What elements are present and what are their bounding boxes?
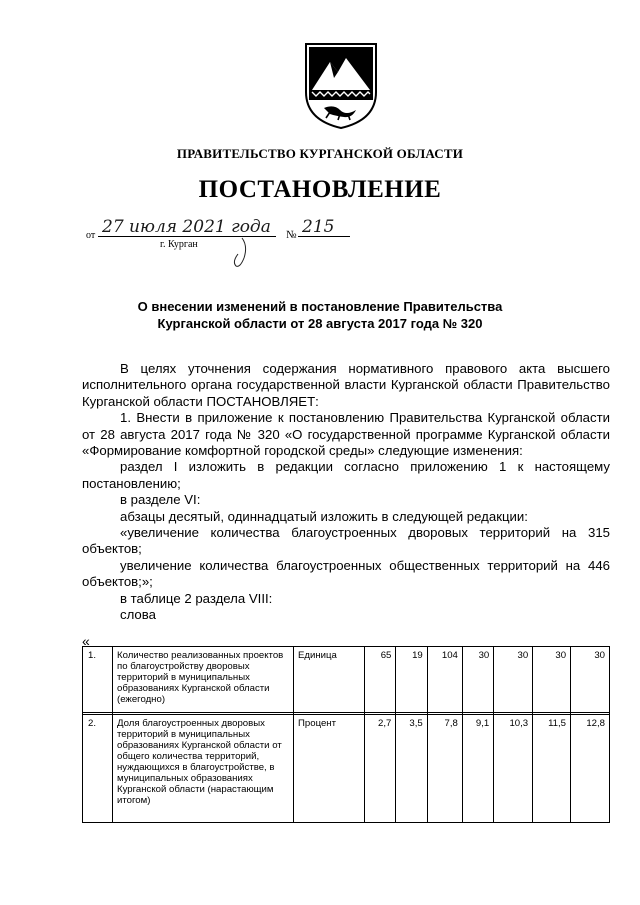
row-unit: Единица: [294, 647, 365, 715]
number-label: №: [286, 229, 297, 241]
government-name: ПРАВИТЕЛЬСТВО КУРГАНСКОЙ ОБЛАСТИ: [176, 146, 464, 161]
row-unit: Процент: [294, 715, 365, 823]
row-description: Количество реализованных проектов по благоустройству дворовых территорий в муниципальных образованиях Курганской области (ежегодно): [113, 647, 294, 715]
indicators-table: [82, 646, 610, 823]
paragraph-table-2: в таблице 2 раздела VIII:: [120, 590, 273, 606]
row-value: 7,8: [427, 715, 462, 823]
paragraph-item-1: 1. Внести в приложение к постановлению Правительства Курганской области от 28 августа 2017 года № 320 «О государственной программе Курганской области «Формирование комфортной городской среды» следующие изменения:: [82, 410, 610, 459]
row-value: 30: [494, 647, 533, 715]
document-body: [82, 361, 610, 624]
row-value: 3,5: [396, 715, 427, 823]
handwritten-number: 215: [302, 217, 335, 237]
row-value: 30: [533, 647, 571, 715]
paragraph-quote-public: увеличение количества благоустроенных общественных территорий на 446 объектов;»;: [82, 557, 610, 590]
paragraph-preamble: В целях уточнения содержания нормативного правового акта высшего исполнительного органа государственной власти Курганской области Правительство Курганской области ПОСТАНОВЛЯЕТ:: [82, 361, 610, 409]
title-line-1: О внесении изменений в постановление Правительства: [137, 299, 503, 314]
paragraph-section-1: раздел I изложить в редакции согласно приложению 1 к настоящему постановлению;: [82, 459, 610, 491]
row-value: 10,3: [494, 715, 533, 823]
paragraph-quote-yards: «увеличение количества благоустроенных дворовых территорий на 315 объектов;: [82, 525, 610, 557]
row-value: 12,8: [571, 715, 610, 823]
row-value: 30: [571, 647, 610, 715]
row-value: 30: [462, 647, 493, 715]
handwritten-date: 27 июля 2021 года: [102, 217, 271, 237]
handwritten-signature-stroke: [228, 236, 256, 270]
paragraph-abzacy: абзацы десятый, одиннадцатый изложить в следующей редакции:: [120, 508, 528, 524]
row-description: Доля благоустроенных дворовых территорий в муниципальных образованиях Курганской области от общего количества территорий, нуждающихся в благоустройстве, в муниципальных образованиях Курганской области (нарастающим итогом): [113, 715, 294, 823]
document-title: [0, 298, 640, 332]
coat-of-arms-emblem: [300, 40, 382, 130]
document-type: ПОСТАНОВЛЕНИЕ: [198, 176, 442, 203]
table-row: [83, 647, 610, 715]
open-quote-mark: «: [82, 633, 90, 649]
city-label: г. Курган: [160, 239, 198, 250]
table-row: [83, 715, 610, 823]
paragraph-words: слова: [120, 607, 156, 623]
table-row-divider: [82, 712, 610, 713]
number-underline: [298, 236, 350, 237]
row-value: 11,5: [533, 715, 571, 823]
date-prefix: от: [86, 230, 96, 241]
row-value: 9,1: [462, 715, 493, 823]
row-number: 2.: [83, 715, 113, 823]
row-value: 2,7: [365, 715, 396, 823]
row-value: 104: [427, 647, 462, 715]
row-number: 1.: [83, 647, 113, 715]
row-value: 65: [365, 647, 396, 715]
paragraph-section-6: в разделе VI:: [120, 492, 201, 508]
title-line-2: Курганской области от 28 августа 2017 года № 320: [157, 316, 483, 331]
row-value: 19: [396, 647, 427, 715]
